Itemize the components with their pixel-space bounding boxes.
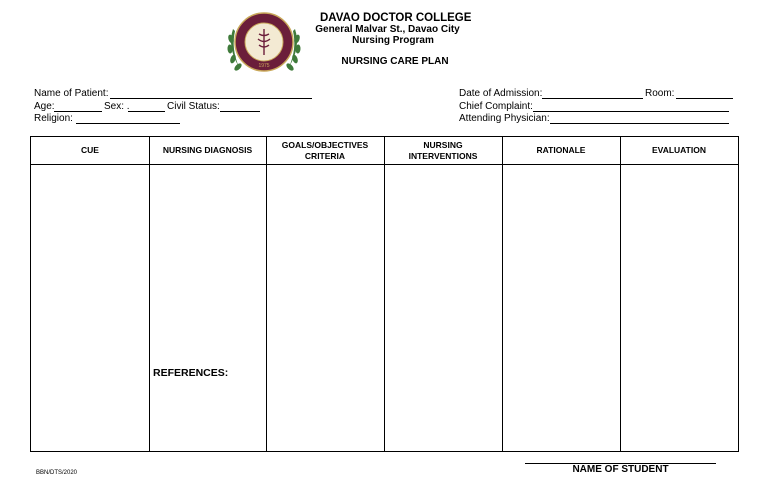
religion-label: Religion: (34, 113, 73, 124)
column-divider (502, 137, 503, 451)
civil-status-field[interactable] (220, 111, 260, 112)
age-label: Age: (34, 101, 55, 112)
column-header-rationale: RATIONALE (536, 145, 586, 155)
civil-status-label: Civil Status: (167, 101, 220, 112)
sex-field[interactable] (128, 111, 165, 112)
college-name: DAVAO DOCTOR COLLEGE (320, 12, 472, 24)
date-of-admission-label: Date of Admission: (459, 88, 543, 99)
column-divider (266, 137, 267, 451)
column-header-nursing-interventions: NURSING INTERVENTIONS (408, 139, 478, 161)
column-divider (384, 137, 385, 451)
chief-complaint-field[interactable] (533, 111, 729, 112)
program-name: Nursing Program (352, 35, 434, 46)
college-seal-logo (225, 9, 303, 77)
chief-complaint-label: Chief Complaint: (459, 101, 533, 112)
date-of-admission-field[interactable] (542, 98, 643, 99)
form-title: NURSING CARE PLAN (341, 56, 449, 67)
column-divider (620, 137, 621, 451)
column-header-goals-objectives: GOALS/OBJECTIVES CRITERIA (281, 139, 369, 161)
room-field[interactable] (676, 98, 733, 99)
column-header-cue: CUE (81, 145, 99, 155)
patient-name-field[interactable] (110, 98, 312, 99)
form-code: BBN/DTS/2020 (36, 470, 78, 476)
column-header-nursing-diagnosis: NURSING DIAGNOSIS (162, 145, 253, 155)
attending-physician-label: Attending Physician: (459, 113, 550, 124)
age-field[interactable] (54, 111, 102, 112)
student-name-label: NAME OF STUDENT (572, 464, 669, 475)
room-label: Room: (645, 88, 675, 99)
column-divider (149, 137, 150, 451)
sex-label: Sex: . (104, 101, 130, 112)
patient-name-label: Name of Patient: (34, 88, 109, 99)
references-label: REFERENCES: (153, 367, 229, 379)
seal-year: 1975 (258, 63, 270, 69)
nursing-care-plan-table (30, 136, 739, 452)
religion-field[interactable] (76, 123, 180, 124)
column-header-evaluation: EVALUATION (652, 145, 706, 155)
header-row-divider (31, 164, 738, 165)
attending-physician-field[interactable] (550, 123, 729, 124)
college-address: General Malvar St., Davao City (315, 24, 460, 35)
